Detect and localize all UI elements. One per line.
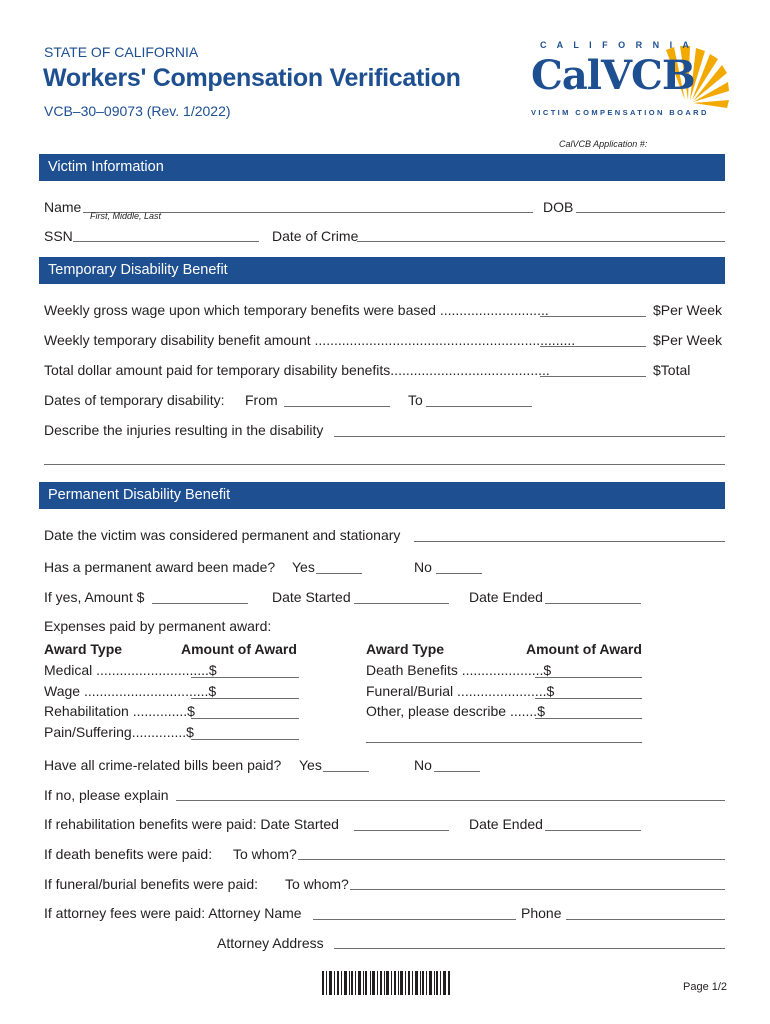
per-week-unit-1: $Per Week xyxy=(653,302,722,318)
to-label: To xyxy=(408,392,423,408)
dob-label: DOB xyxy=(543,199,574,215)
attorney-address-label: Attorney Address xyxy=(217,935,324,951)
death-benefits-label: If death benefits were paid: xyxy=(44,846,213,862)
describe-injuries-field-2[interactable] xyxy=(44,464,725,465)
section-victim-info: Victim Information xyxy=(39,154,725,181)
rehab-started-label: If rehabilitation benefits were paid: Date Started xyxy=(44,816,339,832)
amount-header-right: Amount of Award xyxy=(526,641,642,657)
phone-field[interactable] xyxy=(566,919,725,920)
ssn-label: SSN xyxy=(44,228,73,244)
total-paid-field[interactable] xyxy=(540,376,646,377)
logo-bottom-text: VICTIM COMPENSATION BOARD xyxy=(531,108,709,117)
award-rehab-field[interactable] xyxy=(191,718,299,719)
logo-main-text: CalVCB xyxy=(531,52,695,99)
date-ended-label: Date Ended xyxy=(469,589,543,605)
calvcb-logo xyxy=(530,40,730,122)
award-wage-label: Wage ................................$ xyxy=(44,683,217,699)
rehab-started-field[interactable] xyxy=(354,830,449,831)
describe-injuries-label: Describe the injuries resulting in the disability xyxy=(44,422,324,438)
award-type-header-right: Award Type xyxy=(366,641,445,657)
explain-label: If no, please explain xyxy=(44,787,169,803)
section-permanent-disability: Permanent Disability Benefit xyxy=(39,482,725,509)
barcode-image xyxy=(322,971,452,995)
per-week-unit-2: $Per Week xyxy=(653,332,722,348)
bills-yes-label: Yes xyxy=(299,757,322,773)
bills-question: Have all crime-related bills been paid? xyxy=(44,757,282,773)
death-to-whom-field[interactable] xyxy=(298,859,725,860)
rehab-ended-label: Date Ended xyxy=(469,816,543,832)
bills-yes-field[interactable] xyxy=(323,771,369,772)
award-death-field[interactable] xyxy=(535,677,642,678)
award-question: Has a permanent award been made? xyxy=(44,559,276,575)
award-funeral-label: Funeral/Burial .......................$ xyxy=(366,683,555,699)
weekly-benefit-label: Weekly temporary disability benefit amount ................................................................... xyxy=(44,332,576,348)
award-death-label: Death Benefits .....................$ xyxy=(366,662,552,678)
amount-header-left: Amount of Award xyxy=(181,641,297,657)
attorney-address-field[interactable] xyxy=(334,948,725,949)
page-number: Page 1/2 xyxy=(683,981,728,993)
expenses-label: Expenses paid by permanent award: xyxy=(44,618,272,634)
app-number-label: CalVCB Application #: xyxy=(559,139,648,149)
dates-disability-label: Dates of temporary disability: xyxy=(44,392,225,408)
weekly-gross-label: Weekly gross wage upon which temporary benefits were based ............................ xyxy=(44,302,549,318)
date-of-crime-field[interactable] xyxy=(357,241,725,242)
explain-field[interactable] xyxy=(176,800,725,801)
total-paid-label: Total dollar amount paid for temporary disability benefits......................................... xyxy=(44,362,550,378)
describe-injuries-field[interactable] xyxy=(334,436,725,437)
date-of-crime-label: Date of Crime xyxy=(272,228,359,244)
from-label: From xyxy=(245,392,278,408)
funeral-benefits-label: If funeral/burial benefits were paid: xyxy=(44,876,259,892)
stationary-field[interactable] xyxy=(414,541,725,542)
attorney-name-label: If attorney fees were paid: Attorney Name xyxy=(44,905,302,921)
award-other-field[interactable] xyxy=(535,718,642,719)
date-ended-field[interactable] xyxy=(545,603,641,604)
award-yes-field[interactable] xyxy=(316,573,362,574)
funeral-to-whom-field[interactable] xyxy=(350,889,725,890)
from-date-field[interactable] xyxy=(284,406,390,407)
award-type-header-left: Award Type xyxy=(44,641,123,657)
name-hint: First, Middle, Last xyxy=(90,211,162,221)
award-pain-label: Pain/Suffering..............$ xyxy=(44,724,194,740)
weekly-benefit-field[interactable] xyxy=(540,346,646,347)
weekly-gross-field[interactable] xyxy=(540,316,646,317)
award-pain-field[interactable] xyxy=(191,739,299,740)
award-wage-field[interactable] xyxy=(191,698,299,699)
state-label: STATE OF CALIFORNIA xyxy=(44,44,199,60)
ssn-field[interactable] xyxy=(73,241,259,242)
award-funeral-field[interactable] xyxy=(535,698,642,699)
to-date-field[interactable] xyxy=(426,406,532,407)
award-no-label: No xyxy=(414,559,432,575)
name-label: Name xyxy=(44,199,82,215)
death-to-whom-label: To whom? xyxy=(233,846,297,862)
award-yes-label: Yes xyxy=(292,559,315,575)
stationary-label: Date the victim was considered permanent and stationary xyxy=(44,527,401,543)
bills-no-field[interactable] xyxy=(434,771,480,772)
attorney-name-field[interactable] xyxy=(313,919,516,920)
dob-field[interactable] xyxy=(576,212,725,213)
form-number: VCB–30–09073 (Rev. 1/2022) xyxy=(44,103,231,119)
funeral-to-whom-label: To whom? xyxy=(285,876,349,892)
amount-label: If yes, Amount $ xyxy=(44,589,145,605)
total-unit: $Total xyxy=(653,362,691,378)
rehab-ended-field[interactable] xyxy=(545,830,641,831)
form-title: Workers' Compensation Verification xyxy=(43,64,461,92)
phone-label: Phone xyxy=(521,905,562,921)
award-rehab-label: Rehabilitation ..............$ xyxy=(44,703,195,719)
award-other-field-2[interactable] xyxy=(366,742,642,743)
section-temporary-disability: Temporary Disability Benefit xyxy=(39,257,725,284)
logo-top-text: C A L I F O R N I A xyxy=(540,40,693,50)
date-started-label: Date Started xyxy=(272,589,351,605)
award-other-label: Other, please describe .......$ xyxy=(366,703,545,719)
award-no-field[interactable] xyxy=(436,573,482,574)
award-medical-label: Medical .............................$ xyxy=(44,662,217,678)
award-medical-field[interactable] xyxy=(191,677,299,678)
amount-field[interactable] xyxy=(152,603,248,604)
date-started-field[interactable] xyxy=(354,603,449,604)
bills-no-label: No xyxy=(414,757,432,773)
